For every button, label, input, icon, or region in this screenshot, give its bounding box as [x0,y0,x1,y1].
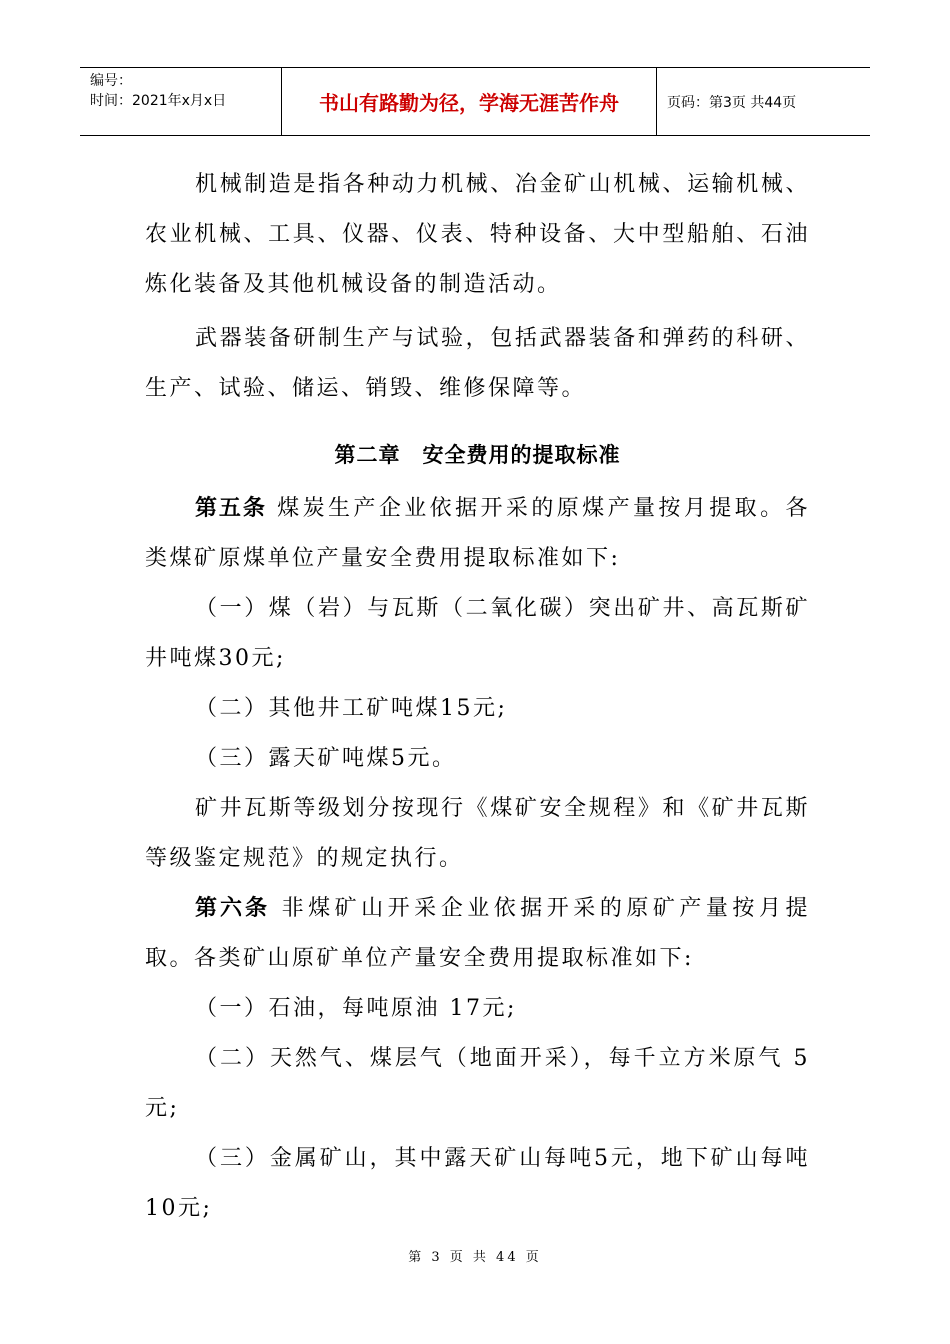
list-item: （一）石油，每吨原油 17元; [195,996,517,1021]
list-item: （三）金属矿山，其中露天矿山每吨5元，地下矿山每吨 10元; [145,1146,810,1221]
list-item: （二）其他井工矿吨煤15元; [195,696,508,721]
number-label: 编号： [90,73,132,89]
article-text: 煤炭生产企业依据开采的原煤产量按月提取。各类煤矿原煤单位产量安全费用提取标准如下: [145,496,810,571]
article-label: 第五条 [195,496,267,521]
paragraph: 矿井瓦斯等级划分按现行《煤矿安全规程》和《矿井瓦斯等级鉴定规范》的规定执行。 [145,796,810,871]
article-5 [145,484,810,584]
article-label: 第六条 [195,896,271,921]
list-item: （三）露天矿吨煤5元。 [195,746,457,771]
page-footer: 第 3 页 共 44 页 [408,1250,542,1265]
header-motto: 书山有路勤为径，学海无涯苦作舟 [282,68,657,135]
time-label: 时间：2021年x月x日 [90,93,227,109]
article-6 [145,884,810,984]
document-body [145,160,810,1234]
header-page-info: 页码：第3页 共44页 [667,94,797,111]
header-meta [80,68,282,135]
page-header [80,67,870,136]
chapter-title: 第二章 安全费用的提取标准 [334,443,621,467]
paragraph: 机械制造是指各种动力机械、冶金矿山机械、运输机械、农业机械、工具、仪器、仪表、特种设备、大中型船舶、石油炼化装备及其他机械设备的制造活动。 [145,172,810,297]
paragraph: 武器装备研制生产与试验，包括武器装备和弹药的科研、生产、试验、储运、销毁、维修保障等。 [145,326,810,401]
article-text: 非煤矿山开采企业依据开采的原矿产量按月提取。各类矿山原矿单位产量安全费用提取标准如下: [145,896,810,971]
list-item: （二）天然气、煤层气（地面开采），每千立方米原气 5元; [145,1046,810,1121]
list-item: （一）煤（岩）与瓦斯（二氧化碳）突出矿井、高瓦斯矿井吨煤30元; [145,596,810,671]
